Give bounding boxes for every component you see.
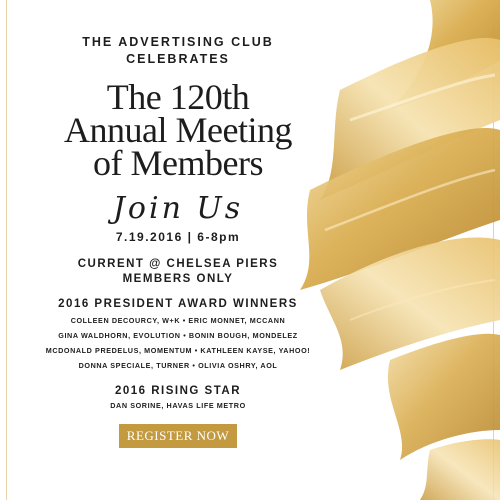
invitation-content [28, 34, 328, 448]
event-date-time: 7.19.2016 | 6-8pm [115, 230, 241, 244]
register-now-button[interactable]: REGISTER NOW [119, 424, 237, 448]
venue-block [28, 257, 328, 287]
join-us-script: Join Us [112, 191, 244, 226]
venue-line-2: MEMBERS ONLY [122, 273, 234, 285]
title-line-2: Annual Meeting [64, 110, 292, 150]
org-line-2: CELEBRATES [126, 52, 230, 66]
winners-row: GINA WALDHORN, EVOLUTION • BONIN BOUGH, MONDELEZ [58, 331, 298, 340]
winners-row: COLLEEN DECOURCY, W+K • ERIC MONNET, MCCANN [70, 316, 286, 325]
org-line-1: THE ADVERTISING CLUB [82, 35, 274, 49]
event-title [28, 77, 328, 183]
winners-row: MCDONALD PREDELUS, MOMENTUM • KATHLEEN KAYSE, YAHOO! [45, 346, 311, 355]
title-line-3: of Members [93, 143, 263, 183]
frame-line-left [6, 0, 7, 500]
title-line-1: The 120th [106, 77, 250, 117]
president-awards-heading: 2016 PRESIDENT AWARD WINNERS [58, 298, 298, 310]
winners-row: DONNA SPECIALE, TURNER • OLIVIA OSHRY, AOL [78, 361, 278, 370]
rising-star-heading: 2016 RISING STAR [114, 385, 242, 397]
rising-star-name: DAN SORINE, HAVAS LIFE METRO [110, 401, 246, 410]
venue-line-1: CURRENT @ CHELSEA PIERS [77, 258, 279, 270]
president-awards-list [28, 313, 328, 373]
